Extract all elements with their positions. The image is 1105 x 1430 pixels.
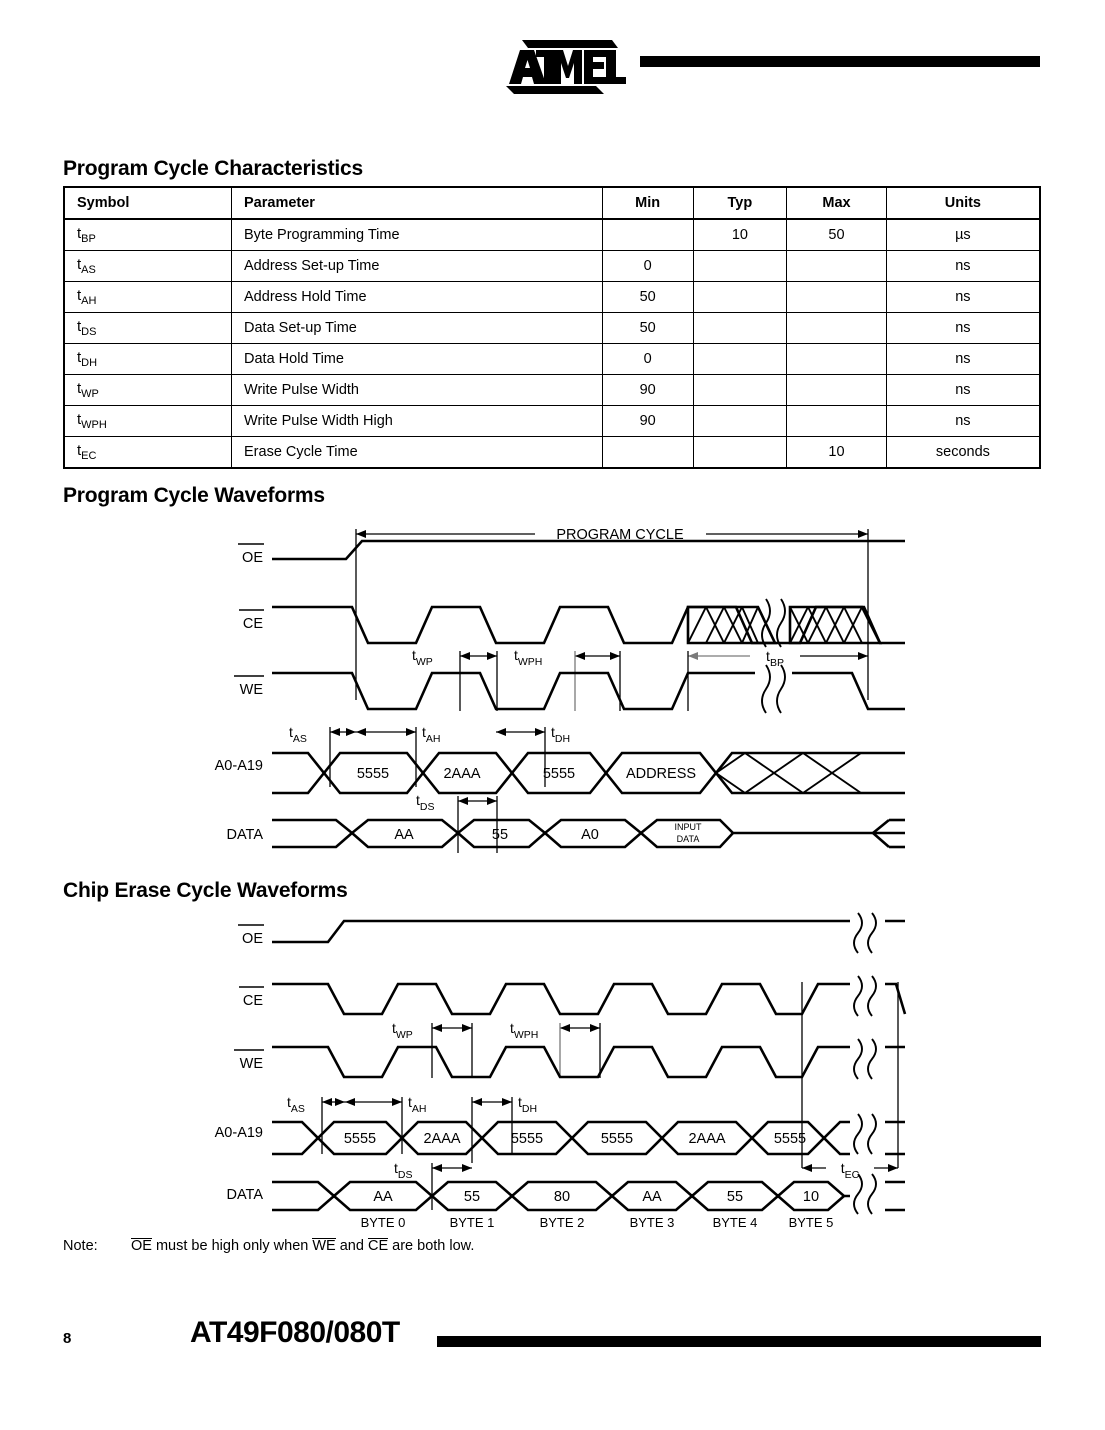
erase-data-value-0: AA [373,1189,393,1205]
heading-program-cycle-characteristics: Program Cycle Characteristics [63,157,364,180]
erase-timing-label-tds: $t_{DS}$ [394,1160,413,1181]
data-input-label-line1: INPUT [674,822,702,832]
cell-parameter: Write Pulse Width High [232,406,603,437]
table-row [64,251,1040,282]
timing-label-tdh: $t_{DH}$ [551,724,571,745]
erase-we-waveform [272,1047,850,1077]
table-row [64,344,1040,375]
signal-label-addr: A0-A19 [214,758,263,774]
symbol-value: $t_{AH}$ [77,287,97,307]
erase-address-value-5: 5555 [773,1131,807,1147]
program-oe-waveform [272,541,905,559]
erase-oe-waveform [272,921,850,942]
cell-typ [693,313,787,344]
byte-label-1: BYTE 1 [449,1215,495,1230]
cell-parameter: Write Pulse Width [232,375,603,406]
timing-label-tas: $t_{AS}$ [289,724,307,745]
erase-data-bus [272,1174,905,1214]
table-row [64,282,1040,313]
erase-data-value-4: 55 [726,1189,744,1205]
cell-max [787,313,887,344]
cell-symbol [64,251,232,282]
symbol-value: $t_{DH}$ [77,349,98,369]
footnote-we: WE [312,1238,336,1254]
cell-max [787,375,887,406]
cell-min: 50 [602,282,693,313]
cell-parameter: Address Hold Time [232,282,603,313]
address-value-2: 5555 [542,766,576,782]
signal-label-oe: OE [242,550,263,566]
cell-parameter: Address Set-up Time [232,251,603,282]
symbol-value: $t_{AS}$ [77,256,96,276]
erase-signal-labels [215,925,264,1203]
footnote-label: Note: [63,1238,98,1254]
program-ce-dontcare-hatch [688,599,880,647]
cell-typ [693,406,787,437]
column-header-symbol: Symbol [64,187,232,219]
erase-data-value-1: 55 [463,1189,481,1205]
erase-data-value-3: AA [642,1189,662,1205]
erase-timing-label-twp: $t_{WP}$ [392,1020,413,1041]
footnote-text-2: and [335,1238,368,1254]
erase-signal-label-data: DATA [226,1187,263,1203]
column-header-min: Min [602,187,693,219]
cell-parameter: Byte Programming Time [232,219,603,251]
program-cycle-waveform-diagram [0,515,1105,865]
erase-timing-label-tas: $t_{AS}$ [287,1094,305,1115]
erase-address-bus [272,1114,905,1154]
timing-label-tbp: $t_{BP}$ [766,648,784,669]
byte-label-5: BYTE 5 [788,1215,834,1230]
cell-typ [693,282,787,313]
byte-label-3: BYTE 3 [629,1215,675,1230]
cell-min: 0 [602,251,693,282]
heading-program-cycle-waveforms: Program Cycle Waveforms [63,484,325,507]
cell-min: 0 [602,344,693,375]
erase-timing-label-tdh: $t_{DH}$ [518,1094,538,1115]
cell-parameter: Data Set-up Time [232,313,603,344]
erase-signal-label-addr: A0-A19 [214,1125,263,1141]
erase-signal-label-ce: CE [242,993,263,1009]
footnote-ce: CE [367,1238,389,1254]
program-timing-markers-row1 [412,647,868,711]
erase-signal-label-oe: OE [242,931,263,947]
program-we-waveform [272,673,755,709]
signal-label-ce: CE [242,616,263,632]
erase-signal-label-we: WE [239,1056,263,1072]
signal-label-we: WE [239,682,263,698]
cell-units: µs [886,219,1040,251]
footnote-oe: OE [131,1238,152,1254]
signal-label-data: DATA [226,827,263,843]
erase-ce-waveform [272,984,850,1014]
page-header [0,0,1105,105]
cell-typ: 10 [693,219,787,251]
cell-units: ns [886,282,1040,313]
cell-symbol [64,437,232,469]
erase-address-value-3: 5555 [600,1131,634,1147]
cell-typ [693,375,787,406]
cell-min [602,219,693,251]
erase-address-value-1: 2AAA [423,1131,461,1147]
table-row [64,313,1040,344]
cell-min [602,437,693,469]
chip-erase-cycle-waveform-diagram [0,910,1105,1235]
program-data-bus [272,820,905,847]
timing-label-twp: $t_{WP}$ [412,647,433,668]
symbol-value: $t_{DS}$ [77,318,97,338]
cell-units: ns [886,375,1040,406]
cell-typ [693,437,787,469]
symbol-value: $t_{WP}$ [77,380,99,400]
erase-timing-markers-row1 [392,1020,600,1078]
cell-max: 50 [787,219,887,251]
data-value-2: A0 [581,827,599,843]
program-address-bus [272,753,905,793]
column-header-typ: Typ [693,187,787,219]
cell-units: ns [886,251,1040,282]
cell-symbol [64,219,232,251]
byte-label-4: BYTE 4 [712,1215,758,1230]
timing-label-tah: $t_{AH}$ [422,724,441,745]
cell-typ [693,344,787,375]
cell-min: 50 [602,313,693,344]
program-cycle-characteristics-table [63,186,1041,469]
cell-symbol [64,406,232,437]
table-header-row [64,187,1040,219]
erase-timing-label-twph: $t_{WPH}$ [510,1020,539,1041]
program-cycle-label: PROGRAM CYCLE [556,527,684,543]
footnote [63,1238,474,1254]
cell-max [787,406,887,437]
symbol-value: $t_{WPH}$ [77,411,107,431]
column-header-units: Units [886,187,1040,219]
address-value-0: 5555 [356,766,390,782]
part-number: AT49F080/080T [190,1316,400,1349]
footer-rule [437,1336,1041,1347]
timing-label-twph: $t_{WPH}$ [514,647,543,668]
cell-symbol [64,282,232,313]
cell-parameter: Data Hold Time [232,344,603,375]
data-value-0: AA [394,827,414,843]
cell-max [787,282,887,313]
symbol-value: $t_{BP}$ [77,225,96,245]
program-timing-markers-row2 [289,724,570,787]
cell-symbol [64,344,232,375]
cell-symbol [64,313,232,344]
cell-symbol [64,375,232,406]
cell-min: 90 [602,375,693,406]
byte-label-0: BYTE 0 [360,1215,406,1230]
erase-timing-label-tec: $t_{EC}$ [840,1160,860,1181]
erase-data-value-5: 10 [802,1189,820,1205]
address-value-1: 2AAA [443,766,481,782]
table-row [64,219,1040,251]
program-timing-marker-tds [416,792,497,853]
table-row [64,437,1040,469]
cell-units: ns [886,313,1040,344]
table-row [64,406,1040,437]
erase-address-value-2: 5555 [510,1131,544,1147]
cell-units: ns [886,344,1040,375]
atmel-logo-icon [500,36,628,99]
symbol-value: $t_{EC}$ [77,442,97,462]
column-header-max: Max [787,187,887,219]
cell-units: ns [886,406,1040,437]
page-number: 8 [63,1330,72,1347]
cell-max: 10 [787,437,887,469]
erase-address-value-0: 5555 [343,1131,377,1147]
timing-label-tds: $t_{DS}$ [416,792,435,813]
data-input-label-line2: DATA [676,834,700,844]
column-header-parameter: Parameter [232,187,603,219]
table-row [64,375,1040,406]
byte-label-2: BYTE 2 [539,1215,585,1230]
erase-data-value-2: 80 [553,1189,571,1205]
erase-address-value-4: 2AAA [688,1131,726,1147]
cell-max [787,344,887,375]
cell-units: seconds [886,437,1040,469]
program-signal-labels [215,544,264,843]
erase-timing-label-tah: $t_{AH}$ [408,1094,427,1115]
cell-min: 90 [602,406,693,437]
erase-byte-labels [361,1215,834,1230]
heading-chip-erase-cycle-waveforms: Chip Erase Cycle Waveforms [63,879,348,902]
header-rule [640,56,1040,67]
data-value-1: 55 [491,827,509,843]
erase-timing-markers-row3 [394,982,898,1210]
address-value-3: ADDRESS [625,766,697,782]
cell-typ [693,251,787,282]
cell-parameter: Erase Cycle Time [232,437,603,469]
footnote-text-1: must be high only when [151,1238,313,1254]
footnote-text-3: are both low. [388,1238,475,1254]
cell-max [787,251,887,282]
